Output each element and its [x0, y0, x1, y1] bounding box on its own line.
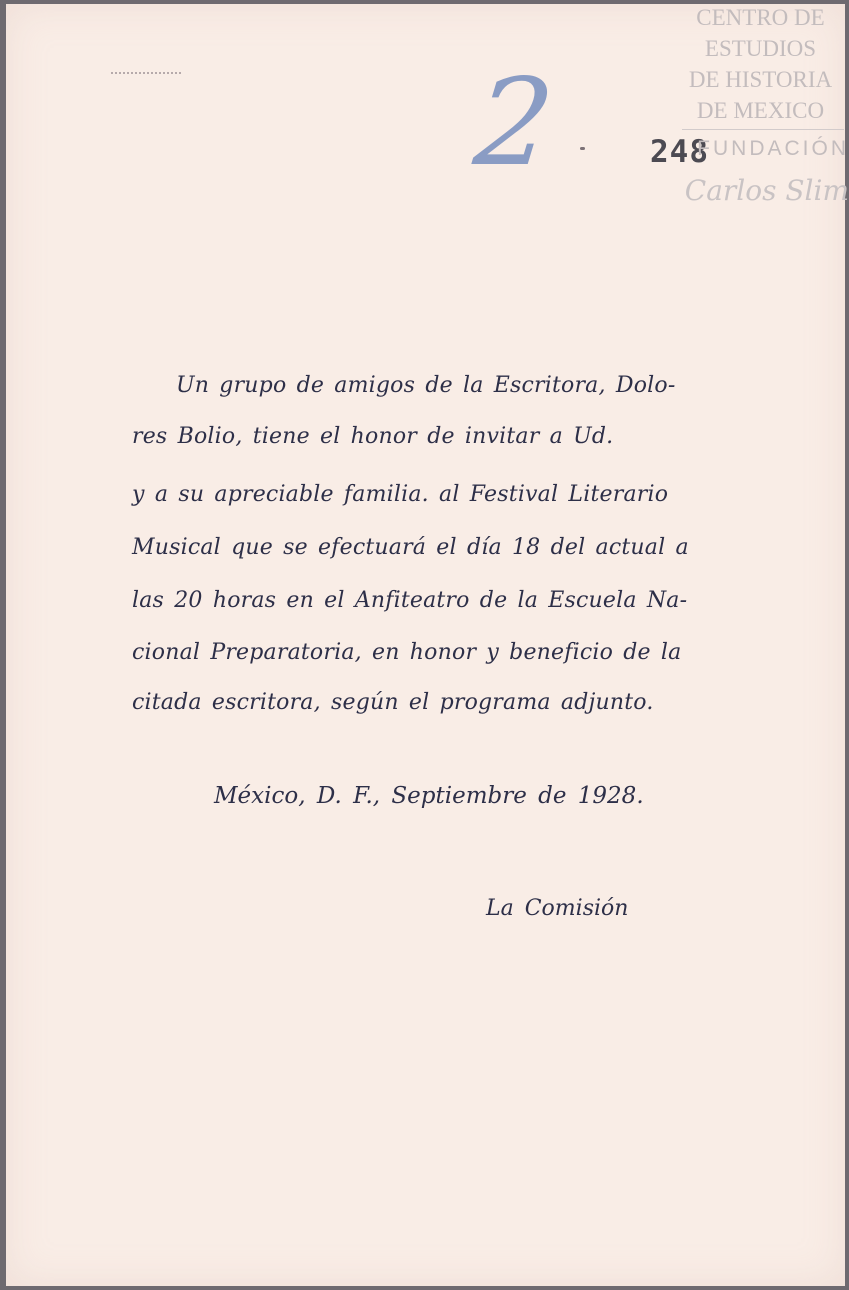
letter-line-3: y a su apreciable familia. al Festival Literario: [132, 482, 669, 507]
pencil-dash-mark: [111, 72, 181, 78]
watermark-foundation: FUNDACIÓN: [697, 137, 849, 160]
watermark-signature: Carlos Slim: [684, 174, 849, 207]
letter-line-2: res Bolio, tiene el honor de invitar a Ud.: [132, 424, 614, 449]
watermark-line-4: DE MEXICO: [696, 98, 825, 123]
watermark-line-3: DE HISTORIA: [688, 67, 833, 92]
watermark-line-2: ESTUDIOS: [704, 36, 817, 61]
archive-watermark: [672, 2, 849, 126]
letter-line-7: citada escritora, según el programa adjunto.: [132, 690, 654, 715]
watermark-divider: [682, 129, 844, 130]
signature-commission: La Comisión: [486, 896, 629, 921]
place-and-date: México, D. F., Septiembre de 1928.: [214, 783, 644, 809]
stamped-folio-number: 248: [650, 134, 709, 170]
letter-line-1: Un grupo de amigos de la Escritora, Dolo-: [176, 373, 676, 398]
handwritten-page-number: 2: [468, 54, 560, 193]
letter-line-6: cional Preparatoria, en honor y beneficio de la: [132, 640, 682, 665]
watermark-line-1: CENTRO DE: [696, 5, 825, 30]
ink-dot-mark: [580, 147, 585, 150]
letter-line-4: Musical que se efectuará el día 18 del actual a: [132, 535, 689, 560]
letter-line-5: las 20 horas en el Anfiteatro de la Escuela Na-: [132, 588, 688, 613]
